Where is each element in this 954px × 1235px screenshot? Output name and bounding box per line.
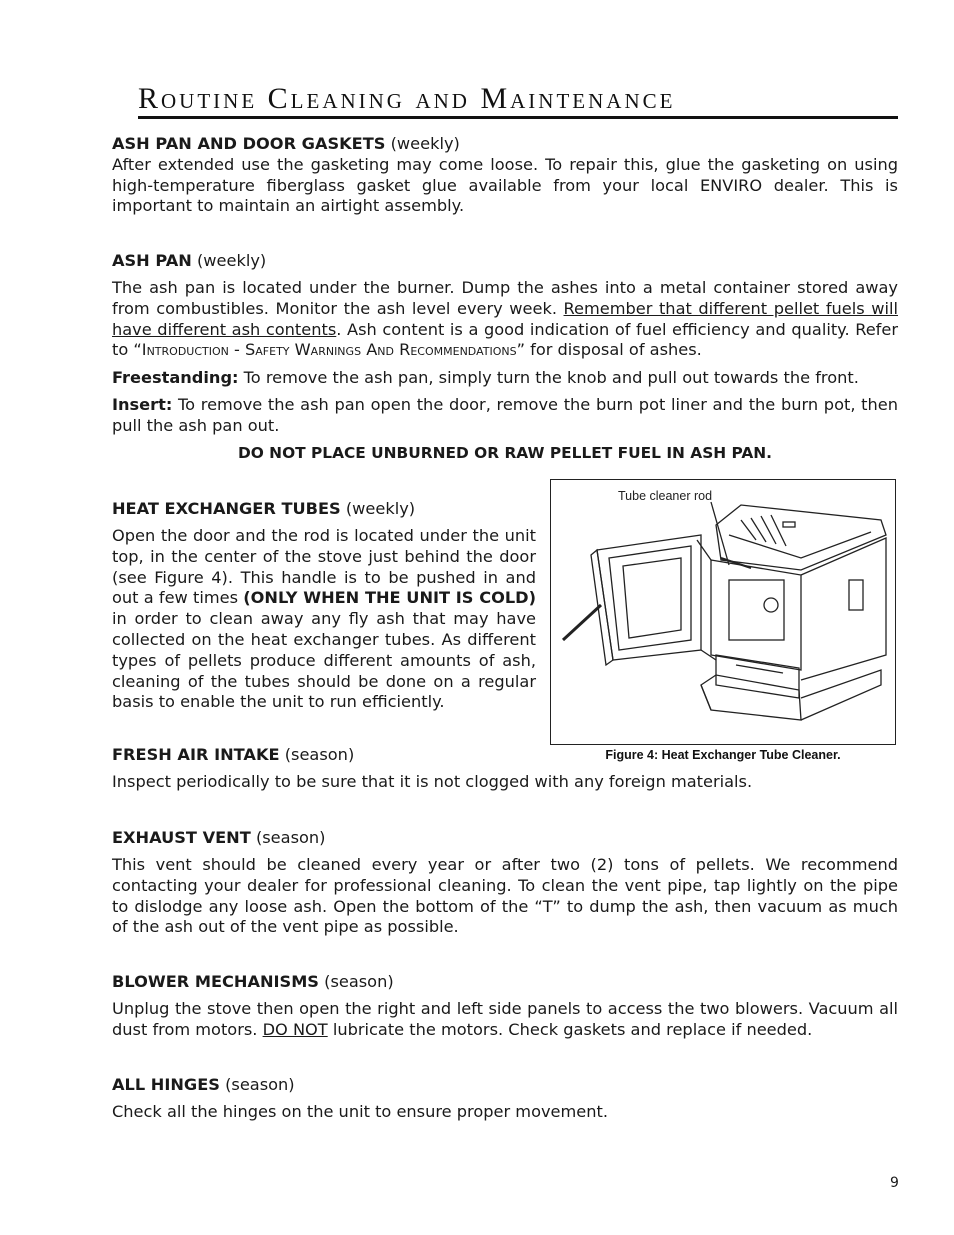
section-heat-exchanger-body xyxy=(112,526,536,713)
section-ash-pan-body xyxy=(112,278,898,361)
reference-text: Introduction - Safety Warnings And Recommendations xyxy=(141,340,517,360)
figure-stove-illustration xyxy=(550,479,896,745)
page-number: 9 xyxy=(890,1175,899,1191)
bold-warning-text: (ONLY WHEN THE UNIT IS COLD) xyxy=(243,588,536,608)
figure-label-tube-cleaner-rod: Tube cleaner rod xyxy=(618,489,713,503)
insert-label: Insert: xyxy=(112,395,173,414)
title-rule xyxy=(138,116,898,119)
body-text: The ash pan is located under the burner. Dump the ashes into a metal container stored away from combustibles. Monitor the ash level every week. xyxy=(112,278,898,318)
section-heading: EXHAUST VENT xyxy=(112,828,251,847)
section-hinges-heading xyxy=(112,1075,898,1096)
section-hinges-body: Check all the hinges on the unit to ensure proper movement. xyxy=(112,1102,608,1121)
underlined-text: DO NOT xyxy=(262,1019,328,1039)
underlined-text: Remember that different pellet fuels will have different ash contents xyxy=(112,298,898,339)
section-frequency: (season) xyxy=(225,1075,295,1094)
ash-pan-warning: DO NOT PLACE UNBURNED OR RAW PELLET FUEL IN ASH PAN. xyxy=(237,444,773,462)
insert-instruction xyxy=(112,395,898,437)
section-fresh-air-heading xyxy=(112,745,898,766)
section-frequency: (season) xyxy=(255,828,326,847)
section-frequency: (weekly) xyxy=(390,134,460,153)
section-ash-pan-heading xyxy=(112,251,898,272)
body-text: ” for disposal of ashes. xyxy=(516,340,702,360)
body-text: Unplug the stove then open the right and left side panels to access the two blowers. Vacuum all dust from motors. xyxy=(112,999,898,1039)
section-frequency: (weekly) xyxy=(196,251,267,270)
section-frequency: (weekly) xyxy=(345,499,416,518)
section-heading: ASH PAN AND DOOR GASKETS xyxy=(112,134,386,153)
stove-drawing xyxy=(551,480,894,743)
section-exhaust-heading xyxy=(112,828,898,849)
body-text: in order to clean away any fly ash that may have collected on the heat exchanger tubes. As different types of pellets produce different amounts of ash, cleaning of the tubes should be done on a regular basis to enable the unit to run efficiently. xyxy=(112,609,536,712)
section-blower-body xyxy=(112,999,898,1041)
section-exhaust-body: This vent should be cleaned every year or after two (2) tons of pellets. We recommend contacting your dealer for professional cleaning. To clean the vent pipe, tap lightly on the pipe to dislodge any loose ash. Open the bottom of the “T” to dump the ash, then vacuum as much of the ash out of the vent pipe as possible. xyxy=(112,855,898,937)
section-frequency: (season) xyxy=(324,972,394,991)
section-heading: BLOWER MECHANISMS xyxy=(112,972,319,991)
body-text: To remove the ash pan open the door, remove the burn pot liner and the burn pot, then pull the ash pan out. xyxy=(112,395,898,435)
section-heat-exchanger-heading xyxy=(112,499,536,520)
section-heading: ALL HINGES xyxy=(112,1075,220,1094)
body-text: lubricate the motors. Check gaskets and replace if needed. xyxy=(327,1019,813,1039)
section-ash-pan-gaskets xyxy=(112,134,898,217)
page-title: Routine Cleaning and Maintenance xyxy=(138,82,676,115)
body-text: . Ash content is a good indication of fuel efficiency and quality. Refer to “ xyxy=(112,319,898,360)
section-blower-heading xyxy=(112,972,898,993)
figure-caption: Figure 4: Heat Exchanger Tube Cleaner. xyxy=(605,748,841,762)
section-body: After extended use the gasketing may come loose. To repair this, glue the gasketing on using high-temperature fiberglass gasket glue available from your local ENVIRO dealer. This is important to maintain an airtight assembly. xyxy=(112,154,898,216)
body-text: To remove the ash pan, simply turn the knob and pull out towards the front. xyxy=(238,368,859,387)
section-fresh-air-body: Inspect periodically to be sure that it is not clogged with any foreign materials. xyxy=(112,772,753,791)
freestanding-instruction xyxy=(112,368,898,389)
body-text: Open the door and the rod is located under the unit top, in the center of the stove just behind the door (see Figure 4). This handle is to be pushed in and out a few times xyxy=(112,526,536,608)
section-heading: HEAT EXCHANGER TUBES xyxy=(112,499,341,518)
freestanding-label: Freestanding: xyxy=(112,368,239,387)
section-heading: ASH PAN xyxy=(112,251,192,270)
section-heading: FRESH AIR INTAKE xyxy=(112,745,280,764)
section-frequency: (season) xyxy=(284,745,355,764)
